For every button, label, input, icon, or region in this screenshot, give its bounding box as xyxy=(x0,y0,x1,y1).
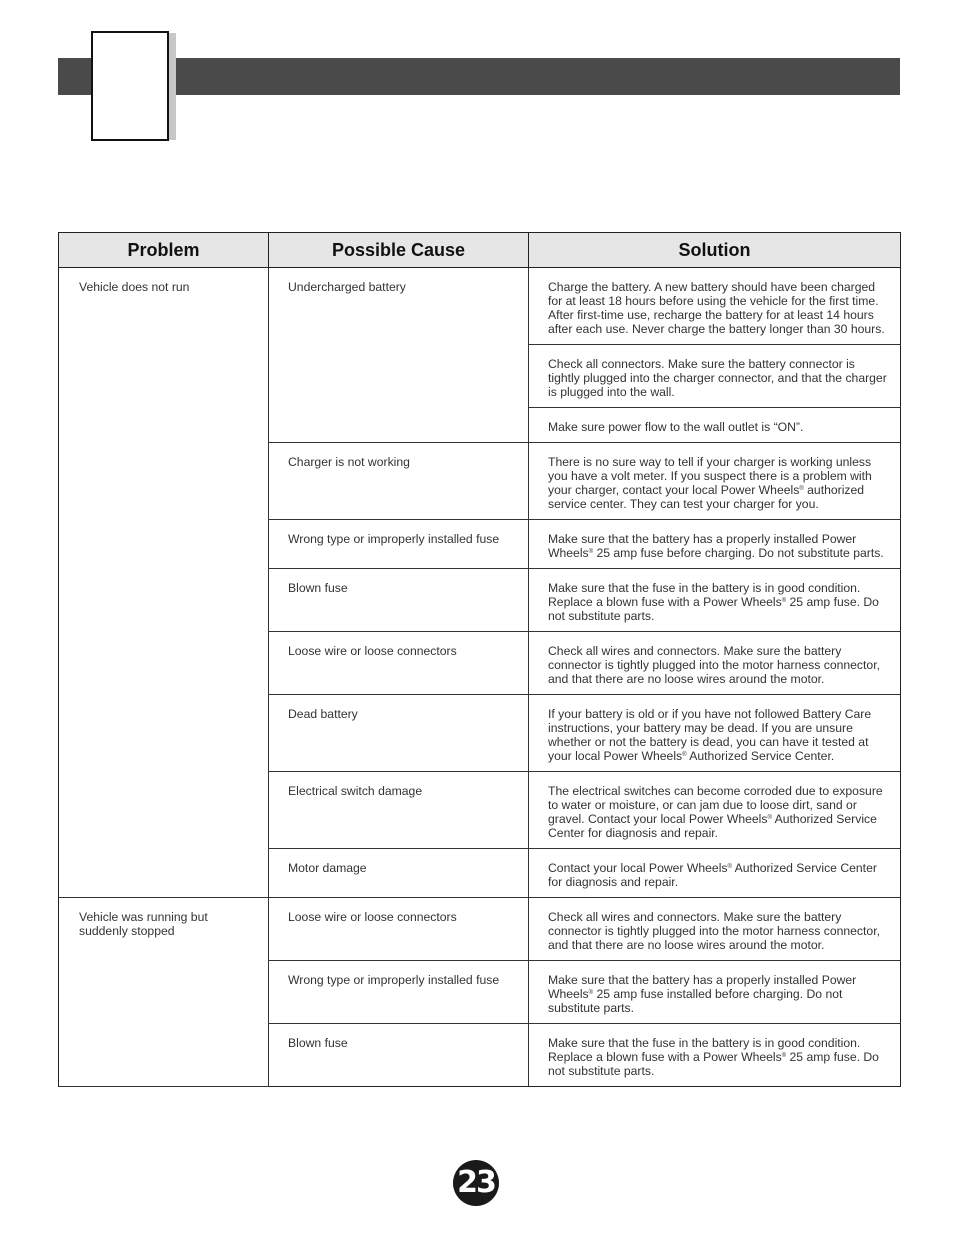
troubleshooting-table xyxy=(58,232,901,1087)
solution-cell xyxy=(529,520,901,569)
solution-cell xyxy=(529,849,901,898)
cause-cell: Loose wire or loose connectors xyxy=(269,898,529,961)
cause-cell: Blown fuse xyxy=(269,569,529,632)
solution-cell: Charge the battery. A new battery should have been charged for at least 18 hours before using the vehicle for the first time. After first-time use, recharge the battery for at least 14 hours after each use. Never charge the battery longer than 30 hours. xyxy=(529,268,901,345)
registered-mark: ® xyxy=(781,1053,787,1059)
cause-cell: Charger is not working xyxy=(269,443,529,520)
cause-cell: Loose wire or loose connectors xyxy=(269,632,529,695)
cause-cell: Wrong type or improperly installed fuse xyxy=(269,961,529,1024)
cause-cell: Dead battery xyxy=(269,695,529,772)
solution-cell xyxy=(529,569,901,632)
problem-cell: Vehicle was running but suddenly stopped xyxy=(59,898,269,1087)
header-problem: Problem xyxy=(59,233,269,268)
solution-text: If your battery is old or if you have not followed Battery Care instructions, your battery may be dead. If you are unsure whether or not the battery is dead, you can have it tested at your local Power Wheels xyxy=(548,707,872,763)
solution-text: Authorized Service Center for diagnosis and repair. xyxy=(548,812,877,840)
solution-cell xyxy=(529,961,901,1024)
problem-cell: Vehicle does not run xyxy=(59,268,269,898)
solution-cell xyxy=(529,1024,901,1087)
solution-cell: Check all connectors. Make sure the battery connector is tightly plugged into the charger connector, and that the charger is plugged into the wall. xyxy=(529,345,901,408)
solution-cell: Check all wires and connectors. Make sure the battery connector is tightly plugged into the motor harness connector, and that there are no loose wires around the motor. xyxy=(529,898,901,961)
section-tab xyxy=(91,31,169,141)
solution-text: The electrical switches can become corroded due to exposure to water or moisture, or can jam due to loose dirt, sand or gravel. Contact your local Power Wheels xyxy=(548,784,883,826)
solution-text: 25 amp fuse. Do not substitute parts. xyxy=(548,1050,879,1078)
registered-mark: ® xyxy=(727,864,732,870)
cause-cell: Undercharged battery xyxy=(269,268,529,443)
registered-mark: ® xyxy=(781,598,787,604)
solution-text: Contact your local Power Wheels xyxy=(548,861,728,875)
solution-text: 25 amp fuse. Do not substitute parts. xyxy=(548,595,879,623)
solution-text: 25 amp fuse before charging. Do not substitute parts. xyxy=(593,546,884,560)
solution-cell xyxy=(529,443,901,520)
solution-text: Make sure that the fuse in the battery is in good condition. Replace a blown fuse with a Power Wheels xyxy=(548,581,861,609)
registered-mark: ® xyxy=(588,549,594,555)
header-possible-cause: Possible Cause xyxy=(269,233,529,268)
solution-text: There is no sure way to tell if your charger is working unless you have a volt meter. If you suspect there is a problem with your charger, contact your local Power Wheels xyxy=(548,455,872,497)
solution-cell: Check all wires and connectors. Make sure the battery connector is tightly plugged into the motor harness connector, and that there are no loose wires around the motor. xyxy=(529,632,901,695)
solution-text: Make sure that the battery has a properly installed Power Wheels xyxy=(548,532,857,560)
solution-cell xyxy=(529,695,901,772)
solution-text: Authorized Service Center for diagnosis and repair. xyxy=(548,861,877,889)
registered-mark: ® xyxy=(588,990,594,996)
solution-text: 25 amp fuse installed before charging. Do not substitute parts. xyxy=(548,987,843,1015)
header-bar xyxy=(58,58,900,95)
table-row xyxy=(59,268,901,345)
cause-cell: Electrical switch damage xyxy=(269,772,529,849)
registered-mark: ® xyxy=(682,752,687,758)
page-number-badge: 23 xyxy=(453,1160,499,1206)
solution-text: authorized service center. They can test your charger for you. xyxy=(548,483,865,511)
solution-cell: Make sure power flow to the wall outlet is “ON”. xyxy=(529,408,901,443)
cause-cell: Wrong type or improperly installed fuse xyxy=(269,520,529,569)
solution-text: Make sure that the fuse in the battery is in good condition. Replace a blown fuse with a Power Wheels xyxy=(548,1036,861,1064)
troubleshooting-table-container xyxy=(58,232,900,1087)
solution-cell xyxy=(529,772,901,849)
table-row xyxy=(59,898,901,961)
header-solution: Solution xyxy=(529,233,901,268)
table-header-row xyxy=(59,233,901,268)
solution-text: Authorized Service Center. xyxy=(686,749,835,763)
cause-cell: Blown fuse xyxy=(269,1024,529,1087)
registered-mark: ® xyxy=(767,815,772,821)
cause-cell: Motor damage xyxy=(269,849,529,898)
registered-mark: ® xyxy=(799,486,804,492)
solution-text: Make sure that the battery has a properly installed Power Wheels xyxy=(548,973,857,1001)
